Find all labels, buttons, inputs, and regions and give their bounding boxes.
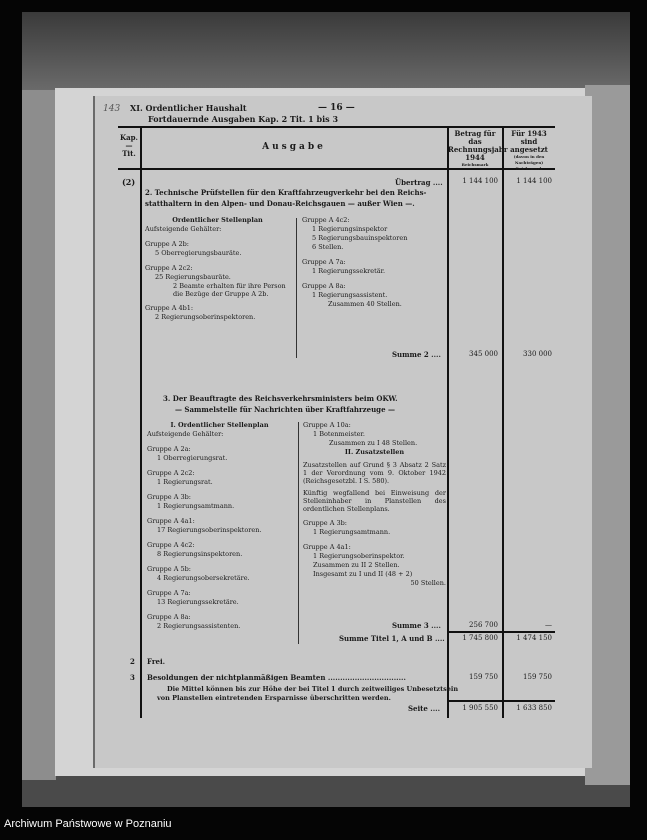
stellenplan-line: Gruppe A 4b1: [145,304,194,312]
section-title: XI. Ordentlicher Haushalt [130,103,247,113]
titel2-text: Frei. [147,657,166,666]
stellenplan-line: Gruppe A 2c2: [145,264,193,272]
header-betrag: Betrag für das Rechnungsjahr 1944 Reichsmark [448,129,508,167]
section3-right-column [303,421,446,588]
summe-titel-1943: 1 474 150 [516,634,552,642]
kap-number: (2) [122,177,136,187]
titel2-number: 2 [130,657,135,666]
stellenplan-line: 1 Regierungsinspektor [312,225,388,233]
stellenplan-line: 1 Regierungssekretär. [312,267,386,275]
uebertrag-label: Übertrag .... [395,178,443,187]
stellenplan-line: Gruppe A 7a: [147,589,191,597]
column-divider [298,422,299,644]
seite-label: Seite .... [408,704,441,713]
stellenplan-line: Zusammen zu II 2 Stellen. [313,561,400,569]
handwritten-number: 143 [103,104,121,114]
stellenplan-line: Gruppe A 3b: [303,519,347,527]
table-header-rule [118,168,555,170]
summe2-1943: 330 000 [523,350,552,358]
section2-left-column [145,216,290,322]
subtitle: Fortdauernde Ausgaben Kap. 2 Tit. 1 bis 3 [148,114,339,124]
section2-right-column [302,216,442,309]
stellenplan-line: II. Zusatzstellen [344,448,405,456]
stellenplan-line: Gruppe A 2c2: [147,469,195,477]
stellenplan-line: 1 Regierungsamtmann. [157,502,235,510]
stellenplan-line: 50 Stellen. [410,579,446,587]
stellenplan-line: Gruppe A 7a: [302,258,346,266]
summe-titel-1944: 1 745 800 [462,634,498,642]
header-kap: Kap. — Tit. [120,133,138,158]
stellenplan-line: Gruppe A 8a: [147,613,191,621]
col-divider-kap [140,126,142,718]
header-ausgabe: Ausgabe [262,142,326,152]
column-divider [296,218,297,358]
summe3-1943: — [545,621,552,629]
archive-footer: Archiwum Państwowe w Poznaniu [4,818,172,830]
mount-left [22,90,56,780]
seite-1943: 1 633 850 [516,704,552,712]
col-divider-betrag [502,126,504,718]
stellenplan-line: Gruppe A 4c2: [302,216,350,224]
stellenplan-line: 2 Regierungsoberinspektoren. [155,313,256,321]
titel3-1943: 159 750 [523,673,552,681]
stellenplan-line: Insgesamt zu I und II (48 + 2) [313,570,413,578]
stellenplan-line: 8 Regierungsinspektoren. [157,550,243,558]
stellenplan-line: 1 Regierungsrat. [157,478,213,486]
stellenplan-line: 1 Regierungsassistent. [312,291,388,299]
page-number: — 16 — [318,103,355,113]
stellenplan-line: 5 Regierungsbauinspektoren [312,234,408,242]
section2-heading-1: 2. Technische Prüfstellen für den Kraftfahrzeugverkehr bei den Reichs- [145,188,427,197]
section2-heading-2: statthaltern in den Alpen- und Donau-Reichsgauen — außer Wien —. [145,199,415,208]
section3-left-column [147,421,292,631]
titel3-number: 3 [130,673,135,682]
stellenplan-line: 25 Regierungsbauräte. [155,273,231,281]
stellenplan-line: Gruppe A 3b: [147,493,191,501]
scan-top-edge [22,12,630,90]
stellenplan-line: 1 Regierungsamtmann. [313,528,391,536]
stellenplan-line: Künftig wegfallend bei Einweisung der Stelleninhaber in Planstellen des ordentlichen Stellenplans. [303,489,446,513]
stellenplan-line: Zusammen 40 Stellen. [328,300,402,308]
summe2-1944: 345 000 [469,350,498,358]
summe3-1944: 256 700 [469,621,498,629]
stellenplan-line: 2 Regierungsassistenten. [157,622,241,630]
seite-rule [447,700,555,702]
stellenplan-line: 1 Botenmeister. [313,430,365,438]
stellenplan-line: Gruppe A 5b: [147,565,191,573]
stellenplan-line: 2 Beamte erhalten für ihre Person die Bezüge der Gruppe A 2b. [173,282,286,298]
summe3-label: Summe 3 .... [392,621,441,630]
stellenplan-line: I. Ordentlicher Stellenplan [170,421,269,429]
titel3-note-2: von Planstellen eintretenden Ersparnisse überschritten werden. [157,694,391,702]
stellenplan-line: Ordentlicher Stellenplan [172,216,263,224]
stellenplan-line: Gruppe A 4a1: [303,543,351,551]
header-prev-year: Für 1943 sind angesetzt (davon in den Nachträgen) Reichsmark [510,129,548,171]
col-divider-ausgabe [447,126,449,718]
stellenplan-line: Gruppe A 2a: [147,445,191,453]
stellenplan-line: Gruppe A 4a1: [147,517,195,525]
seite-1944: 1 905 550 [462,704,498,712]
stellenplan-line: 5 Oberregierungsbauräte. [155,249,242,257]
stellenplan-line: Gruppe A 8a: [302,282,346,290]
stellenplan-line: 1 Oberregierungsrat. [157,454,228,462]
stellenplan-line: 13 Regierungssekretäre. [157,598,239,606]
stellenplan-line: Aufsteigende Gehälter: [147,430,224,438]
summe2-label: Summe 2 .... [392,350,441,359]
stellenplan-line: 4 Regierungsobersekretäre. [157,574,250,582]
summe-titel-label: Summe Titel 1, A und B .... [339,634,445,643]
uebertrag-1943: 1 144 100 [516,177,552,185]
stellenplan-line: Gruppe A 2b: [145,240,189,248]
titel3-note-1: Die Mittel können bis zur Höhe der bei Titel 1 durch zeitweiliges Unbesetztsein [167,685,459,693]
stellenplan-line: Zusammen zu I 48 Stellen. [329,439,418,447]
table-top-rule [118,126,555,128]
stellenplan-line: 6 Stellen. [312,243,344,251]
stellenplan-line: Zusatzstellen auf Grund § 3 Absatz 2 Satz 1 der Verordnung vom 9. Oktober 1942 (Reichsgesetzbl. I S. 580). [303,461,446,485]
uebertrag-1944: 1 144 100 [462,177,498,185]
titel3-1944: 159 750 [469,673,498,681]
stellenplan-line: Aufsteigende Gehälter: [145,225,222,233]
stellenplan-line: Gruppe A 10a: [303,421,351,429]
sum-rule [447,631,555,633]
stellenplan-line: 1 Regierungsoberinspektor. [313,552,405,560]
section3-heading-1: 3. Der Beauftragte des Reichsverkehrsministers beim OKW. [163,394,398,403]
section3-heading-2: — Sammelstelle für Nachrichten über Kraftfahrzeuge — [175,405,395,414]
stellenplan-line: Gruppe A 4c2: [147,541,195,549]
titel3-text: Besoldungen der nichtplanmäßigen Beamten ................................ [147,673,406,682]
stellenplan-line: 17 Regierungsoberinspektoren. [157,526,262,534]
